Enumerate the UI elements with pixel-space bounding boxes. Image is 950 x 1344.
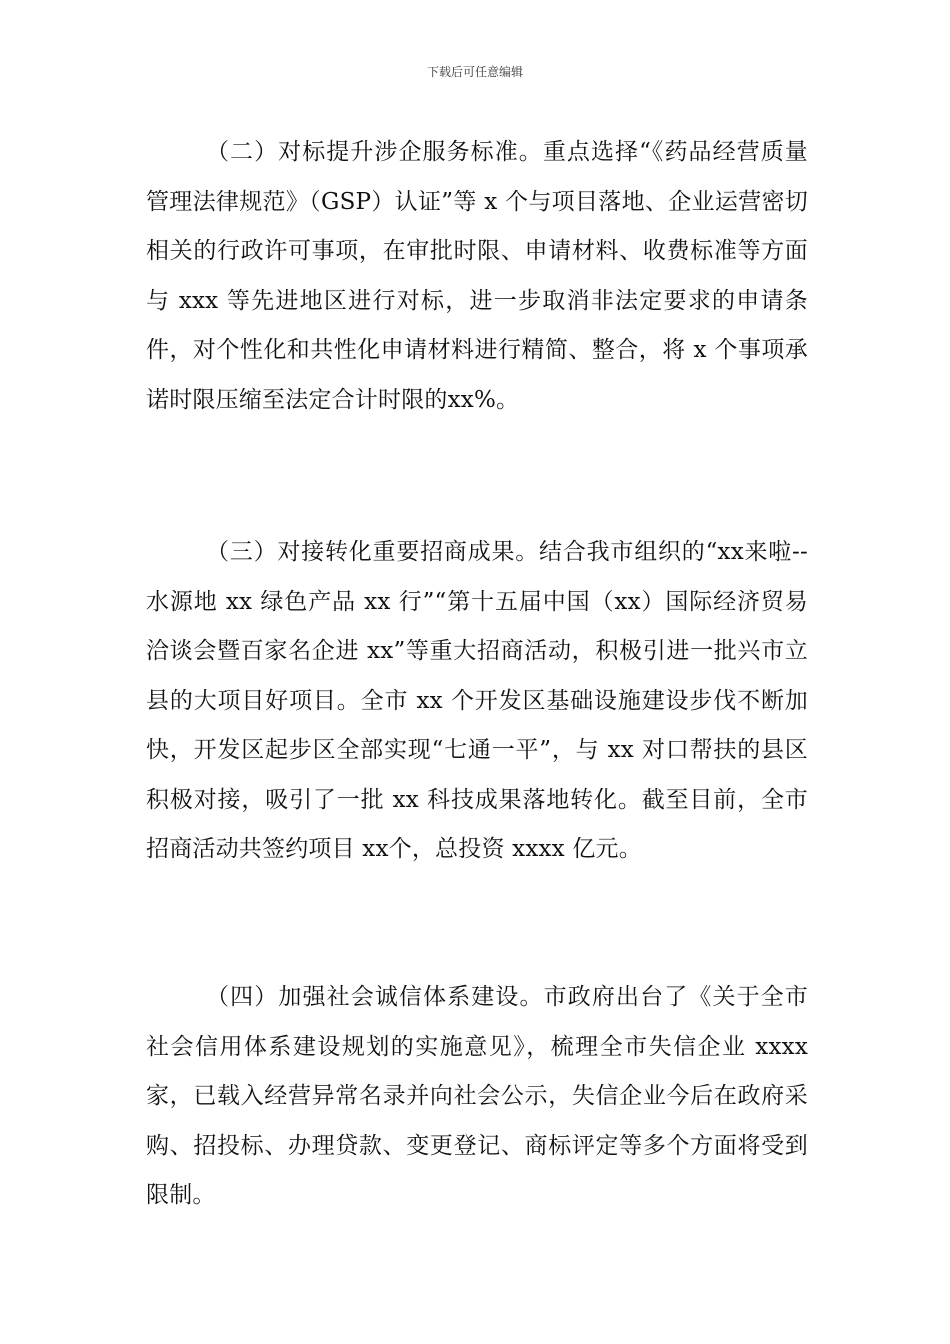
paragraph-investment-results: （三）对接转化重要招商成果。结合我市组织的“xx来啦--水源地 xx 绿色产品 xx 行”“第十五届中国（xx）国际经济贸易洽谈会暨百家名企进 xx”等重大招商活动，积极引进一批兴市立县的大项目好项目。全市 xx 个开发区基础设施建设步伐不断加快，开发区起步区全部实现“七通一平”，与 xx 对口帮扶的县区积极对接，吸引了一批 xx 科技成果落地转化。截至目前，全市招商活动共签约项目 xx个，总投资 xxxx 亿元。: [146, 539, 808, 862]
paragraph-service-standards: （二）对标提升涉企服务标准。重点选择“《药品经营质量管理法律规范》（GSP）认证”等 x 个与项目落地、企业运营密切相关的行政许可事项，在审批时限、申请材料、收费标准等方面与 xxx 等先进地区进行对标，进一步取消非法定要求的申请条件，对个性化和共性化申请材料进行精简、整合，将 x 个事项承诺时限压缩至法定合计时限的xx%。: [146, 139, 808, 413]
paragraph-credit-system: （四）加强社会诚信体系建设。市政府出台了《关于全市社会信用体系建设规划的实施意见》，梳理全市失信企业 xxxx 家，已载入经营异常名录并向社会公示，失信企业今后在政府采购、招投标、办理贷款、变更登记、商标评定等多个方面将受到限制。: [146, 984, 808, 1208]
page-header: 下载后可任意编辑: [426, 65, 523, 79]
